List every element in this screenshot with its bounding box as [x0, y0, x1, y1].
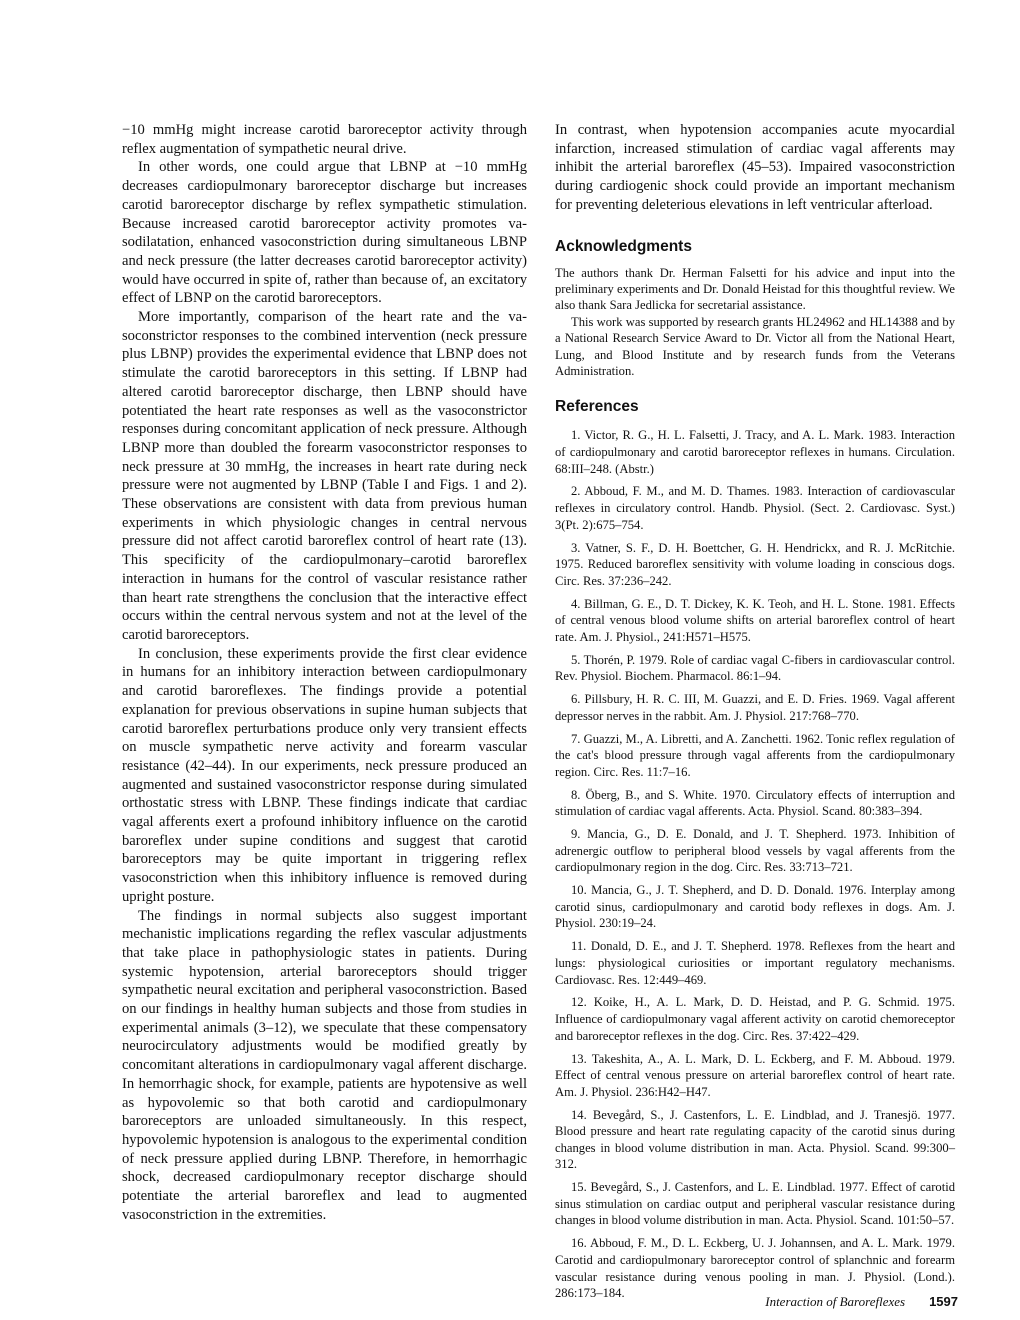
reference-item: 13. Takeshita, A., A. L. Mark, D. L. Eckberg, and F. M. Abboud. 1979. Effect of central venous pressure on arterial baroreflex control of heart rate. Am. J. Physiol. 236:H42–H47. — [555, 1051, 955, 1099]
reference-item: 8. Öberg, B., and S. White. 1970. Circulatory effects of interruption and stimulation of cardiac vagal afferents. Acta. Physiol. Scand. 80:383–394. — [555, 787, 955, 819]
body-paragraph: In other words, one could argue that LBNP at −10 mmHg decreases cardiopulmonary baroreceptor discharge but increases carotid baroreceptor discharge by reflex sympathetic stimulation. Because increased carotid baroreceptor activity promotes vasodilatation, enhanced vasoconstriction during simultaneous LBNP and neck pressure (the latter decreases carotid baroreceptor activity) would have occurred in spite of, rather than because of, an excitatory effect of LBNP on the carotid baroreceptors. — [122, 159, 527, 307]
page-number: 1597 — [929, 1294, 958, 1309]
reference-list — [555, 427, 955, 1301]
reference-item: 10. Mancia, G., J. T. Shepherd, and D. D. Donald. 1976. Interplay among carotid sinus, cardiopulmonary and carotid body reflexes in dogs. Am. J. Physiol. 230:19–24. — [555, 883, 955, 931]
right-column — [555, 121, 955, 1308]
acknowledgments-paragraph: This work was supported by research grants HL24962 and HL14388 and by a National Research Service Award to Dr. Victor all from the National Heart, Lung, and Blood Institute and by research funds from the Veterans Administration. — [555, 314, 955, 378]
reference-item: 5. Thorén, P. 1979. Role of cardiac vagal C-fibers in cardiovascular control. Rev. Physiol. Biochem. Pharmacol. 86:1–94. — [555, 652, 955, 684]
reference-item: 7. Guazzi, M., A. Libretti, and A. Zanchetti. 1962. Tonic reflex regulation of the cat's blood pressure through vagal afferents from the cardiopulmonary region. Circ. Res. 11:7–16. — [555, 731, 955, 779]
reference-item: 16. Abboud, F. M., D. L. Eckberg, U. J. Johannsen, and A. L. Mark. 1979. Carotid and cardiopulmonary baroreceptor control of splanchnic and forearm vascular resistance during venous pooling in man. J. Physiol. (Lond.). 286:173–184. — [555, 1236, 955, 1301]
left-column — [122, 121, 527, 1224]
running-title: Interaction of Baroreflexes — [765, 1294, 906, 1309]
reference-item: 1. Victor, R. G., H. L. Falsetti, J. Tracy, and A. L. Mark. 1983. Interaction of cardiopulmonary and carotid baroreceptor reflexes in humans. Circulation. 68:III–248. (Abstr.) — [555, 428, 955, 476]
reference-item: 2. Abboud, F. M., and M. D. Thames. 1983. Interaction of cardiovascular reflexes in circulatory control. Handb. Physiol. (Sect. 2. Cardiovasc. Syst.) 3(Pt. 2):675–754. — [555, 484, 955, 532]
acknowledgments-heading: Acknowledgments — [555, 237, 692, 255]
body-paragraph: The findings in normal subjects also suggest important mechanistic implications regarding the reflex vascular adjustments that take place in pathophysiologic states in patients. During systemic hypotension, arterial baroreceptors should trigger sympathetic neural excitation and peripheral vasoconstriction. Based on our findings in healthy human subjects and those from studies in experimental animals (3–12), we speculate that these compensatory neurocirculatory adjustments would be modified greatly by concomitant alterations in cardiopulmonary vagal afferent discharge. In hemorrhagic shock, for example, patients are hypotensive as well as hypovolemic so that both carotid and cardiopulmonary baroreceptors are unloaded simultaneously. In this respect, hypovolemic hypotension is analogous to the experimental condition of neck pressure applied during LBNP. Therefore, in hemorrhagic shock, decreased cardiopulmonary receptor discharge should potentiate the arterial baroreflex and lead to augmented vasoconstriction in the extremities. — [122, 907, 527, 1223]
body-paragraph: In conclusion, these experiments provide the first clear evidence in humans for an inhibitory interaction between cardiopulmonary and carotid baroreflexes. The findings provide a potential explanation for previous observations in supine human subjects that carotid baroreflex perturbations produce only very transient effects on muscle sympathetic nerve activity and forearm vascular resistance (42–44). In our experiments, neck pressure produced an augmented and sustained vasoconstrictor response during simulated orthostatic stress with LBNP. These findings indicate that cardiac vagal afferents exert a profound inhibitory influence on the carotid baroreflex under supine conditions and suggest that carotid baroreceptors may be quite important in triggering reflex vasoconstriction when this inhibitory influence is removed during upright posture. — [122, 645, 527, 905]
reference-item: 12. Koike, H., A. L. Mark, D. D. Heistad, and P. G. Schmid. 1975. Influence of cardiopulmonary vagal afferent activity on carotid chemoreceptor and baroreceptor reflexes in the dog. Circ. Res. 37:422–429. — [555, 995, 955, 1043]
body-paragraph: More importantly, comparison of the heart rate and the vasoconstrictor responses to the combined intervention (neck pressure plus LBNP) provides the experimental evidence that LBNP does not stimulate the carotid baroreceptors in this setting. If LBNP had altered carotid baroreceptor discharge, then LBNP should have potentiated the heart rate responses as well as the vasoconstrictor responses during concomitant application of neck pressure. Although LBNP more than doubled the forearm vasoconstrictor responses to neck pressure at 30 mmHg, the increases in heart rate during neck pressure were not augmented by LBNP (Table I and Figs. 1 and 2). These observations are consistent with data from previous human experiments in which physiologic changes in central nervous pressure did not affect carotid baroreflex control of heart rate (13). This specificity of the cardiopulmonary–carotid baroreflex interaction in humans for the control of vascular resistance rather than heart rate strengthens the conclusion that the interactive effect occurs within the central nervous system and not at the level of the carotid baroreceptors. — [122, 309, 527, 643]
body-paragraph: −10 mmHg might increase carotid baroreceptor activity through reflex augmentation of sympathetic neural drive. — [122, 122, 527, 157]
page-footer — [765, 1294, 958, 1310]
reference-item: 15. Bevegård, S., J. Castenfors, and L. E. Lindblad. 1977. Effect of carotid sinus stimulation on cardiac output and peripheral vascular resistance during changes in blood volume distribution in man. Acta. Physiol. Scand. 101:50–57. — [555, 1180, 955, 1228]
reference-item: 4. Billman, G. E., D. T. Dickey, K. K. Teoh, and H. L. Stone. 1981. Effects of central venous blood volume shifts on arterial baroreflex control of heart rate. Am. J. Physiol., 241:H571–H575. — [555, 596, 955, 644]
reference-item: 3. Vatner, S. F., D. H. Boettcher, G. H. Hendrickx, and R. J. McRitchie. 1975. Reduced baroreflex sensitivity with volume loading in conscious dogs. Circ. Res. 37:236–242. — [555, 540, 955, 588]
reference-item: 14. Bevegård, S., J. Castenfors, L. E. Lindblad, and J. Tranesjö. 1977. Blood pressure and heart rate regulating capacity of the carotid sinus during changes in blood volume distribution in man. Acta. Physiol. Scand. 99:300–312. — [555, 1107, 955, 1172]
references-heading: References — [555, 398, 639, 416]
reference-item: 9. Mancia, G., D. E. Donald, and J. T. Shepherd. 1973. Inhibition of adrenergic outflow to peripheral blood vessels by vagal afferents from the cardiopulmonary region in the dog. Circ. Res. 33:713–721. — [555, 827, 955, 875]
body-paragraph: In contrast, when hypotension accompanies acute myocardial infarction, increased stimulation of cardiac vagal afferents may inhibit the arterial baroreflex (45–53). Impaired vasoconstriction during cardiogenic shock could provide an important mechanism for preventing deleterious elevations in left ventricular afterload. — [555, 122, 955, 213]
acknowledgments-paragraph: The authors thank Dr. Herman Falsetti for his advice and input into the preliminary experiments and Dr. Donald Heistad for this thoughtful review. We also thank Sara Jedlicka for secretarial assistance. — [555, 265, 955, 313]
reference-item: 6. Pillsbury, H. R. C. III, M. Guazzi, and E. D. Fries. 1969. Vagal afferent depressor nerves in the rabbit. Am. J. Physiol. 217:768–770. — [555, 692, 955, 723]
reference-item: 11. Donald, D. E., and J. T. Shepherd. 1978. Reflexes from the heart and lungs: physiological curiosities or important regulatory mechanisms. Cardiovasc. Res. 12:449–469. — [555, 939, 955, 987]
